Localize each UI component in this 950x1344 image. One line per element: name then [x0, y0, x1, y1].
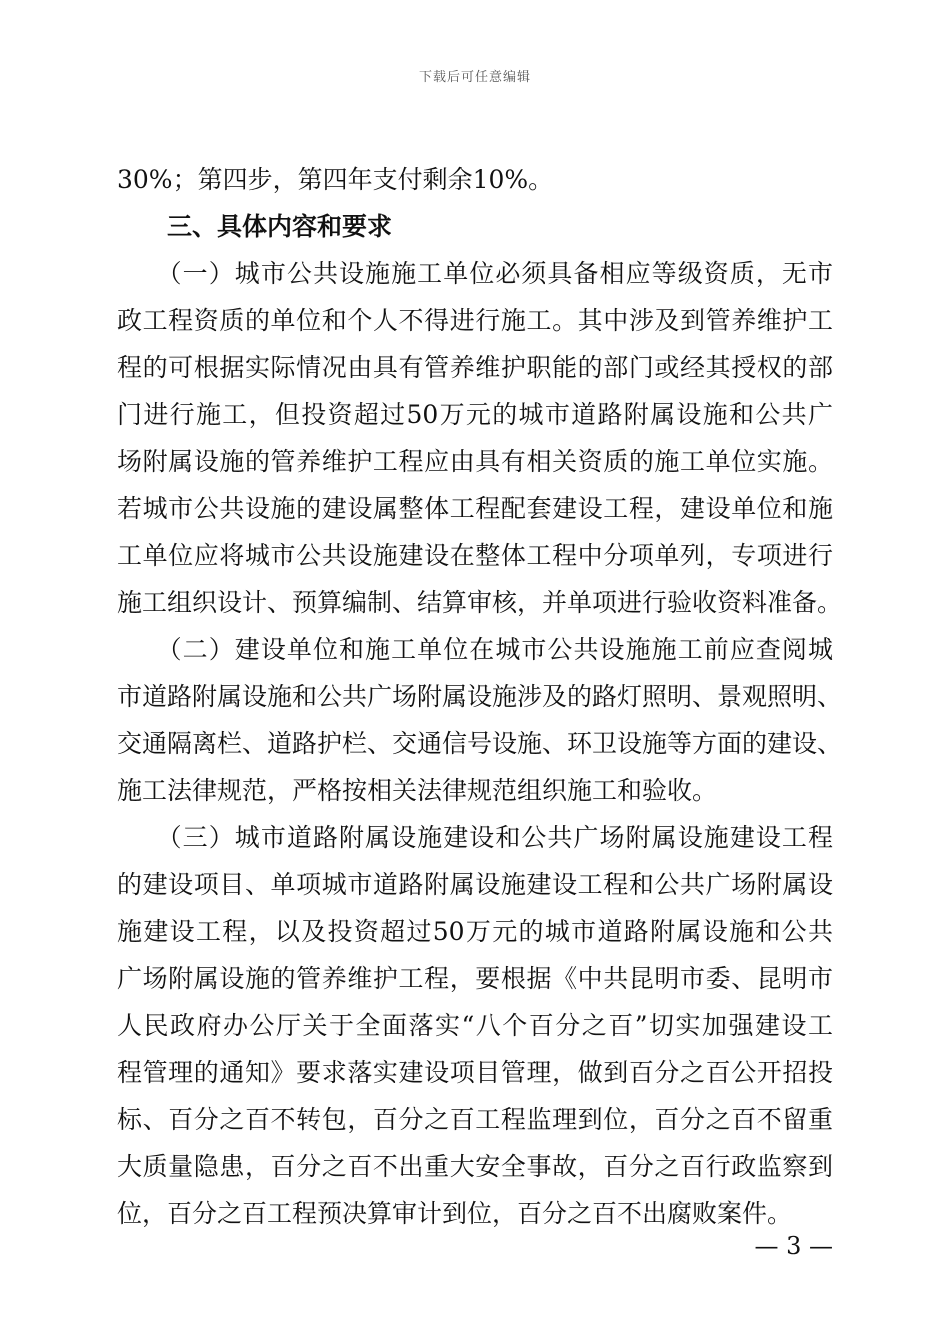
body-line: 若城市公共设施的建设属整体工程配套建设工程，建设单位和施: [117, 494, 833, 523]
body-line: 的建设项目、单项城市道路附属设施建设工程和公共广场附属设: [117, 870, 833, 899]
body-line: 施工法律规范，严格按相关法律规范组织施工和验收。: [117, 776, 718, 805]
body-line: 人民政府办公厅关于全面落实“八个百分之百”切实加强建设工: [117, 1011, 833, 1040]
body-line: 政工程资质的单位和个人不得进行施工。其中涉及到管养维护工: [117, 306, 833, 335]
body-line: 程的可根据实际情况由具有管养维护职能的部门或经其授权的部: [117, 353, 833, 382]
body-line: （三）城市道路附属设施建设和公共广场附属设施建设工程: [117, 823, 833, 852]
page-number: — 3 —: [754, 1232, 833, 1260]
body-line: 施工组织设计、预算编制、结算审核，并单项进行验收资料准备。: [117, 588, 843, 617]
body-line: 交通隔离栏、道路护栏、交通信号设施、环卫设施等方面的建设、: [117, 729, 843, 758]
body-line: （一）城市公共设施施工单位必须具备相应等级资质，无市: [117, 259, 833, 288]
body-line: 广场附属设施的管养维护工程，要根据《中共昆明市委、昆明市: [117, 964, 833, 993]
body-line: 30%；第四步，第四年支付剩余10%。: [117, 165, 554, 194]
body-line: 门进行施工，但投资超过50万元的城市道路附属设施和公共广: [117, 400, 833, 429]
body-line: （二）建设单位和施工单位在城市公共设施施工前应查阅城: [117, 635, 833, 664]
body-line: 位，百分之百工程预决算审计到位，百分之百不出腐败案件。: [117, 1199, 793, 1228]
body-line: 工单位应将城市公共设施建设在整体工程中分项单列，专项进行: [117, 541, 833, 570]
body-line: 施建设工程，以及投资超过50万元的城市道路附属设施和公共: [117, 917, 833, 946]
body-line: 大质量隐患，百分之百不出重大安全事故，百分之百行政监察到: [117, 1152, 833, 1181]
section-heading: 三、具体内容和要求: [117, 212, 393, 241]
body-line: 程管理的通知》要求落实建设项目管理，做到百分之百公开招投: [117, 1058, 833, 1087]
body-line: 场附属设施的管养维护工程应由具有相关资质的施工单位实施。: [117, 447, 833, 476]
body-line: 市道路附属设施和公共广场附属设施涉及的路灯照明、景观照明、: [117, 682, 843, 711]
body-line: 标、百分之百不转包，百分之百工程监理到位，百分之百不留重: [117, 1105, 833, 1134]
page-header: 下载后可任意编辑: [418, 70, 531, 85]
